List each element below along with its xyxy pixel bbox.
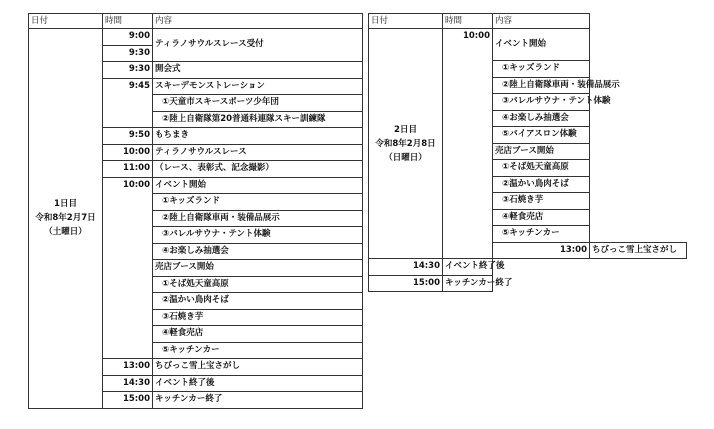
time-cell: 11:00 [103, 161, 153, 178]
table-row [29, 29, 363, 46]
content-cell: ①そば処天童高原 [153, 276, 363, 293]
content-cell: 売店ブース開始 [153, 260, 363, 277]
time-cell: 9:30 [103, 45, 153, 62]
day2-date-cell [369, 29, 443, 259]
time-cell: 9:50 [103, 128, 153, 145]
table-row [369, 275, 687, 292]
content-cell: ③石焼き芋 [493, 193, 590, 210]
time-cell: 15:00 [369, 275, 443, 292]
content-cell: イベント開始 [493, 29, 590, 61]
time-cell: 10:00 [103, 144, 153, 161]
content-cell: ②温かい鳥肉そば [153, 293, 363, 310]
content-cell: ティラノサウルスレース受付 [153, 29, 363, 62]
content-cell: ②陸上自衛隊車両・装備品展示 [153, 210, 363, 227]
content-cell: ②陸上自衛隊第20普通科連隊スキー訓練隊 [153, 111, 363, 128]
time-cell: 14:30 [369, 259, 443, 276]
content-cell: ⑤キッチンカー [153, 342, 363, 359]
day2-weekday: （日曜日） [384, 152, 427, 163]
header-date: 日付 [29, 14, 103, 29]
content-cell: イベント終了後 [153, 375, 363, 392]
time-cell: 13:00 [493, 242, 590, 259]
content-cell: ⑤キッチンカー [493, 226, 590, 243]
day1-weekday: （土曜日） [44, 227, 87, 238]
content-cell: ①キッズランド [493, 61, 590, 78]
time-cell: 9:45 [103, 78, 153, 128]
content-cell: ④お楽しみ抽選会 [493, 110, 590, 127]
day1-label: 1日目 [54, 199, 77, 210]
content-cell: ③石焼き芋 [153, 309, 363, 326]
content-cell: ②温かい鳥肉そば [493, 176, 590, 193]
content-cell: ⑤バイアスロン体験 [493, 127, 590, 144]
content-cell: ちびっこ雪上宝さがし [153, 359, 363, 376]
day2-date: 令和8年2月8日 [375, 138, 436, 149]
day2-label: 2日目 [394, 124, 417, 135]
content-cell: （レース、表彰式、記念撮影） [153, 161, 363, 178]
content-cell: キッチンカー終了 [153, 392, 363, 409]
time-cell: 9:30 [103, 62, 153, 79]
content-cell: もちまき [153, 128, 363, 145]
content-cell: キッチンカー終了 [443, 275, 493, 292]
content-cell: イベント開始 [153, 177, 363, 194]
content-cell: ①天童市スキースポーツ少年団 [153, 95, 363, 112]
header-content: 内容 [493, 14, 590, 29]
header-time: 時間 [103, 14, 153, 29]
content-cell: ①キッズランド [153, 194, 363, 211]
content-cell: イベント終了後 [443, 259, 493, 276]
content-cell: ④お楽しみ抽選会 [153, 243, 363, 260]
table-header-row [369, 14, 687, 29]
header-content: 内容 [153, 14, 363, 29]
content-cell: ②陸上自衛隊車両・装備品展示 [493, 77, 590, 94]
content-cell: ティラノサウルスレース [153, 144, 363, 161]
time-cell: 10:00 [103, 177, 153, 359]
time-cell: 15:00 [103, 392, 153, 409]
time-cell: 10:00 [443, 29, 493, 259]
content-cell: ③バレルサウナ・テント体験 [153, 227, 363, 244]
header-date: 日付 [369, 14, 443, 29]
time-cell: 9:00 [103, 29, 153, 46]
time-cell: 13:00 [103, 359, 153, 376]
day1-date: 令和8年2月7日 [35, 213, 96, 224]
table-row [369, 29, 687, 61]
table-header-row [29, 14, 363, 29]
content-cell: ④軽食売店 [153, 326, 363, 343]
time-cell: 14:30 [103, 375, 153, 392]
header-time: 時間 [443, 14, 493, 29]
content-cell: スキーデモンストレーション [153, 78, 363, 95]
content-cell: ③バレルサウナ・テント体験 [493, 94, 590, 111]
day1-date-cell [29, 29, 103, 409]
schedule-table-day2 [368, 13, 687, 292]
content-cell: 売店ブース開始 [493, 143, 590, 160]
schedule-table-day1 [28, 13, 363, 409]
content-cell: ①そば処天童高原 [493, 160, 590, 177]
content-cell: 開会式 [153, 62, 363, 79]
content-cell: ④軽食売店 [493, 209, 590, 226]
content-cell: ちびっこ雪上宝さがし [590, 242, 687, 259]
table-row [369, 259, 687, 276]
